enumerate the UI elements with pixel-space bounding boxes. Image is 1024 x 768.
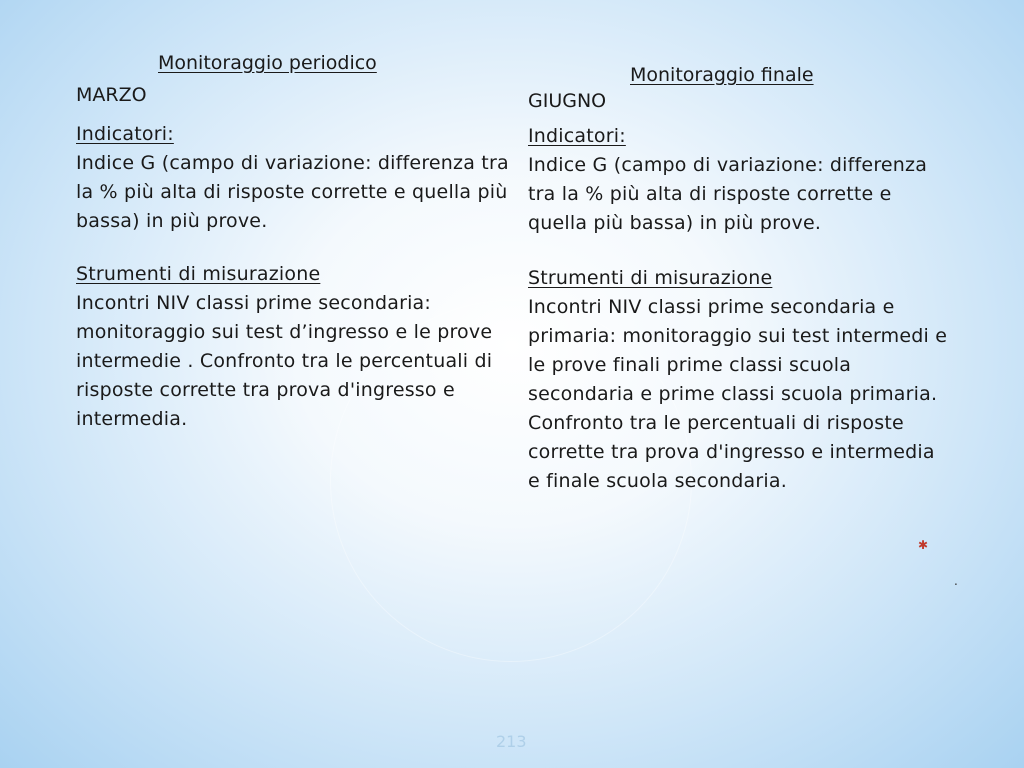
right-tools-text-body: Incontri NIV classi prime secondaria e primaria: monitoraggio sui test intermedi e le prove finali prime classi scuola secondaria e prime classi scuola primaria. Confronto tra le percentuali di risposte corrette tra prova d'ingresso e intermedia e finale scuola secondaria.: [528, 296, 948, 492]
page-number: 213: [496, 732, 527, 751]
right-indicators-heading: Indicatori:: [528, 125, 626, 147]
left-column: [76, 120, 516, 434]
left-indicators-text: Indice G (campo di variazione: differenza tra la % più alta di risposte corrette e quella più bassa) in più prove.: [76, 152, 509, 232]
right-indicators-text: Indice G (campo di variazione: differenza tra la % più alta di risposte corrette e quella più bassa) in più prove.: [528, 154, 928, 234]
right-column: [528, 122, 948, 496]
left-column-month: MARZO: [76, 84, 147, 106]
right-column-title: Monitoraggio finale: [630, 64, 814, 86]
left-column-title: Monitoraggio periodico: [158, 52, 377, 74]
right-column-month: GIUGNO: [528, 90, 607, 112]
left-indicators-heading: Indicatori:: [76, 123, 174, 145]
left-tools-heading: Strumenti di misurazione: [76, 263, 321, 285]
asterisk-icon: ✱: [918, 538, 929, 552]
right-tools-text: [528, 293, 948, 496]
right-tools-heading: Strumenti di misurazione: [528, 267, 773, 289]
left-tools-text: Incontri NIV classi prime secondaria: monitoraggio sui test d’ingresso e le prove intermedie . Confronto tra le percentuali di risposte corrette tra prova d'ingresso e intermedia.: [76, 292, 493, 430]
footer-dot: .: [954, 574, 958, 588]
